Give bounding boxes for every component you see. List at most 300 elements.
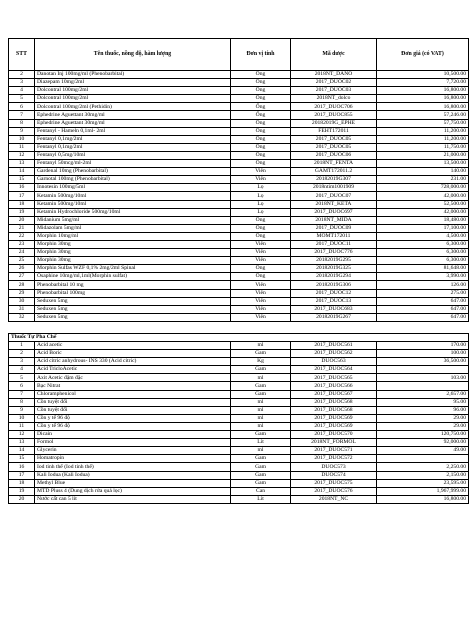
cell-price: 6,300.00 [377, 249, 469, 257]
section-title-row [9, 333, 469, 341]
cell-unit: Viên [231, 289, 291, 297]
cell-stt: 20 [9, 495, 35, 503]
cell-price: 7,720.00 [377, 79, 469, 87]
table-row [9, 160, 469, 168]
cell-price: 18,480.00 [377, 216, 469, 224]
cell-unit: Gam [231, 463, 291, 471]
header-drug-name: Tên thuốc, nồng độ, hàm lượng [35, 39, 231, 71]
cell-drug-code: 2017_DUOC564 [291, 366, 377, 374]
cell-stt: 18 [9, 200, 35, 208]
cell-price: 275.00 [377, 289, 469, 297]
cell-unit: ml [231, 422, 291, 430]
cell-drug-name: Homatropin [35, 455, 231, 463]
cell-drug-code: 2017_DUOC562 [291, 350, 377, 358]
cell-stt: 8 [9, 119, 35, 127]
cell-drug-name: Osaphine 10mg/ml,1ml(Morphin sulfat) [35, 273, 231, 281]
cell-price: 23,595.00 [377, 479, 469, 487]
cell-stt: 25 [9, 257, 35, 265]
cell-drug-code: 2017_DUOC855 [291, 111, 377, 119]
cell-price: 120,750.00 [377, 431, 469, 439]
cell-drug-code: MOMT172011 [291, 232, 377, 240]
cell-drug-name: Glycerin [35, 447, 231, 455]
table-header-row [9, 39, 469, 71]
table-row [9, 406, 469, 414]
cell-drug-name: Dolcontral 100mg/2ml [35, 95, 231, 103]
cell-unit: Ống [231, 111, 291, 119]
cell-unit: Ống [231, 103, 291, 111]
cell-drug-code: 2017_DUOC12 [291, 289, 377, 297]
table-row [9, 192, 469, 200]
cell-unit: Ống [231, 265, 291, 273]
table-row [9, 463, 469, 471]
cell-stt: 2 [9, 71, 35, 79]
table-row [9, 439, 469, 447]
cell-drug-code: 2017_DUOC776 [291, 249, 377, 257]
cell-price: 647.00 [377, 305, 469, 313]
table-row [9, 135, 469, 143]
table-row [9, 455, 469, 463]
cell-price: 36,500.00 [377, 358, 469, 366]
cell-price: 16,800.00 [377, 87, 469, 95]
cell-price: 57,750.00 [377, 119, 469, 127]
table-row [9, 127, 469, 135]
table-row [9, 240, 469, 248]
cell-unit: Lít [231, 439, 291, 447]
cell-drug-code: DUOC573 [291, 463, 377, 471]
cell-unit: Ống [231, 127, 291, 135]
cell-drug-code: 2017_DUOC05 [291, 135, 377, 143]
cell-unit: Gam [231, 366, 291, 374]
table-row [9, 289, 469, 297]
cell-stt: 15 [9, 455, 35, 463]
header-unit: Đơn vị tính [231, 39, 291, 71]
cell-unit: Ống [231, 224, 291, 232]
header-stt: STT [9, 39, 35, 71]
cell-drug-code: 2017_DUOC697 [291, 208, 377, 216]
cell-drug-name: Seduxen 5mg [35, 305, 231, 313]
cell-stt: 10 [9, 135, 35, 143]
cell-drug-name: Axit Acetic đậm đặc [35, 374, 231, 382]
cell-drug-name: Acid acetic [35, 342, 231, 350]
cell-stt: 19 [9, 487, 35, 495]
cell-drug-name: Bạc Nitrat [35, 382, 231, 390]
cell-drug-code: 2018NT_FORMOL [291, 439, 377, 447]
cell-stt: 30 [9, 297, 35, 305]
group2-rows [9, 342, 469, 504]
cell-unit: Ống [231, 151, 291, 159]
cell-stt: 16 [9, 463, 35, 471]
cell-price: 3,990.00 [377, 273, 469, 281]
cell-unit: Gam [231, 390, 291, 398]
cell-drug-code: FEHT172011 [291, 127, 377, 135]
cell-unit: Lít [231, 495, 291, 503]
table-row [9, 471, 469, 479]
cell-stt: 12 [9, 431, 35, 439]
cell-drug-code: 2017_DUOC05 [291, 143, 377, 151]
table-row [9, 208, 469, 216]
cell-stt: 10 [9, 414, 35, 422]
cell-price [377, 366, 469, 374]
cell-drug-code: 2018NT_KETA [291, 200, 377, 208]
cell-drug-code: 20182019G294 [291, 273, 377, 281]
cell-drug-name: Kali Iodua (Kali Iodua) [35, 471, 231, 479]
cell-price: 42,000.00 [377, 208, 469, 216]
cell-stt: 3 [9, 79, 35, 87]
table-row [9, 398, 469, 406]
cell-drug-code: 2017_DUOC576 [291, 487, 377, 495]
cell-price: 140.00 [377, 168, 469, 176]
cell-drug-name: Acid TricloAcetic [35, 366, 231, 374]
cell-drug-name: Cồn y tế 96 độ [35, 422, 231, 430]
cell-unit: ml [231, 374, 291, 382]
cell-drug-code: 2018NT_MIDA [291, 216, 377, 224]
table-row [9, 232, 469, 240]
cell-unit: ml [231, 447, 291, 455]
cell-drug-code: 2017_DUOC569 [291, 422, 377, 430]
cell-drug-code: 2017_DUOC561 [291, 342, 377, 350]
cell-stt: 13 [9, 160, 35, 168]
cell-price [377, 382, 469, 390]
cell-drug-name: Cồn tuyệt đối [35, 406, 231, 414]
cell-stt: 15 [9, 176, 35, 184]
cell-stt: 4 [9, 366, 35, 374]
cell-unit: Ống [231, 71, 291, 79]
drug-price-sheet [8, 38, 468, 504]
cell-price [377, 455, 469, 463]
cell-unit: Can [231, 487, 291, 495]
table-row [9, 305, 469, 313]
table-row [9, 366, 469, 374]
cell-unit: Ống [231, 232, 291, 240]
gap-cell [9, 321, 469, 333]
table-row [9, 143, 469, 151]
cell-drug-code: 2018NT_FENTA [291, 160, 377, 168]
cell-price: 2,250.00 [377, 463, 469, 471]
cell-unit: Gam [231, 479, 291, 487]
cell-price: 92,000.00 [377, 439, 469, 447]
cell-price: 647.00 [377, 297, 469, 305]
cell-price: 29.00 [377, 414, 469, 422]
table-row [9, 358, 469, 366]
cell-price: 11,200.00 [377, 135, 469, 143]
cell-price: 100.00 [377, 350, 469, 358]
table-row [9, 479, 469, 487]
cell-drug-name: Seduxen 5mg [35, 297, 231, 305]
cell-unit: Ống [231, 273, 291, 281]
table-row [9, 151, 469, 159]
cell-drug-name: Morphin 30mg [35, 240, 231, 248]
cell-drug-name: Acid Boric [35, 350, 231, 358]
cell-stt: 14 [9, 447, 35, 455]
cell-drug-name: Ephedrine Aguettant 30mg/ml [35, 119, 231, 127]
cell-drug-name: Fentanyl 0,1mg/2ml [35, 143, 231, 151]
cell-drug-code: 20182019G325 [291, 265, 377, 273]
cell-price: 16,800.00 [377, 495, 469, 503]
table-row [9, 79, 469, 87]
cell-drug-code: 2017_DUOC575 [291, 479, 377, 487]
cell-unit: Ống [231, 95, 291, 103]
header-drug-code: Mã dược [291, 39, 377, 71]
cell-unit: Kg [231, 358, 291, 366]
cell-stt: 4 [9, 87, 35, 95]
cell-drug-code: 2017_DUOC572 [291, 455, 377, 463]
cell-unit: Ống [231, 143, 291, 151]
cell-unit: ml [231, 342, 291, 350]
table-row [9, 95, 469, 103]
cell-drug-code: 2017_DUOC567 [291, 390, 377, 398]
cell-drug-code: 20182019G295 [291, 257, 377, 265]
cell-drug-name: Fentanyl 0,5mg/10ml [35, 151, 231, 159]
cell-price: 13,500.00 [377, 160, 469, 168]
cell-drug-name: Formol [35, 439, 231, 447]
cell-drug-name: Phenobarbital 10 mg [35, 281, 231, 289]
cell-unit: Gam [231, 431, 291, 439]
table-row [9, 374, 469, 382]
cell-price: 17,100.00 [377, 224, 469, 232]
cell-drug-code: 2017_DUOC570 [291, 431, 377, 439]
cell-unit: Ống [231, 160, 291, 168]
cell-drug-code: 2017_DUOC06 [291, 151, 377, 159]
cell-drug-name: Dicain [35, 431, 231, 439]
cell-price: 103.00 [377, 374, 469, 382]
cell-drug-name: Fentanyl - Hameln 0,1ml- 2ml [35, 127, 231, 135]
cell-stt: 27 [9, 273, 35, 281]
cell-drug-code: 2017_DUOC09 [291, 224, 377, 232]
cell-unit: Gam [231, 455, 291, 463]
cell-drug-code: 2017_DUOC568 [291, 398, 377, 406]
cell-drug-name: Acid citric anhydrous- INS 330 (Acid citric) [35, 358, 231, 366]
cell-stt: 17 [9, 192, 35, 200]
cell-unit: Lọ [231, 192, 291, 200]
cell-stt: 16 [9, 184, 35, 192]
cell-unit: Ống [231, 119, 291, 127]
cell-drug-name: Ephedrine Aguettant 30mg/ml [35, 111, 231, 119]
cell-stt: 2 [9, 350, 35, 358]
cell-drug-code: 20182019G307 [291, 176, 377, 184]
cell-stt: 29 [9, 289, 35, 297]
drug-price-table [8, 38, 469, 504]
cell-drug-name: Methyl Blue [35, 479, 231, 487]
cell-drug-code: 2017_DUOC566 [291, 382, 377, 390]
cell-unit: Viên [231, 257, 291, 265]
table-row [9, 71, 469, 79]
cell-stt: 1 [9, 342, 35, 350]
cell-stt: 6 [9, 382, 35, 390]
cell-price: 2,657.00 [377, 390, 469, 398]
cell-stt: 24 [9, 249, 35, 257]
cell-drug-name: Fentanyl 50mcg/ml-2ml [35, 160, 231, 168]
cell-price: 11,200.00 [377, 127, 469, 135]
cell-unit: Lọ [231, 184, 291, 192]
section-gap [9, 321, 469, 333]
table-row [9, 119, 469, 127]
cell-drug-code: 2017_DUOC02 [291, 79, 377, 87]
cell-price: 81,648.00 [377, 265, 469, 273]
cell-stt: 11 [9, 422, 35, 430]
cell-drug-name: Midanium 5mg/ml [35, 216, 231, 224]
cell-price: 231.00 [377, 176, 469, 184]
cell-drug-name: Garnotal 100mg (Phenobarbital) [35, 176, 231, 184]
cell-drug-code: 2018NT_dolco [291, 95, 377, 103]
table-row [9, 414, 469, 422]
table-row [9, 111, 469, 119]
table-row [9, 297, 469, 305]
cell-drug-code: 2018NT_NC [291, 495, 377, 503]
cell-unit: Lọ [231, 208, 291, 216]
table-row [9, 257, 469, 265]
cell-drug-code: 2017_DUOC568 [291, 406, 377, 414]
table-row [9, 422, 469, 430]
table-row [9, 200, 469, 208]
cell-price: 2,150.00 [377, 471, 469, 479]
cell-unit: Ống [231, 216, 291, 224]
table-row [9, 350, 469, 358]
table-row [9, 216, 469, 224]
cell-drug-code: 2017_DUOC03 [291, 87, 377, 95]
cell-unit: Lọ [231, 200, 291, 208]
cell-stt: 12 [9, 151, 35, 159]
cell-stt: 22 [9, 232, 35, 240]
cell-stt: 21 [9, 224, 35, 232]
table-row [9, 390, 469, 398]
cell-unit: Viên [231, 240, 291, 248]
cell-unit: Gam [231, 382, 291, 390]
cell-stt: 5 [9, 374, 35, 382]
cell-unit: Viên [231, 168, 291, 176]
cell-drug-code: 2018ntim1001909 [291, 184, 377, 192]
table-row [9, 168, 469, 176]
cell-drug-name: Dolcontral 100mg/2ml [35, 87, 231, 95]
cell-drug-name: Ketamin 500mg/10ml [35, 192, 231, 200]
cell-drug-name: Cồn y tế 96 độ [35, 414, 231, 422]
cell-drug-code: 2017_DUOC683 [291, 305, 377, 313]
cell-unit: Gam [231, 471, 291, 479]
cell-stt: 8 [9, 398, 35, 406]
header-price: Đơn giá (có VAT) [377, 39, 469, 71]
table-row [9, 176, 469, 184]
cell-price: 21,000.00 [377, 151, 469, 159]
cell-stt: 17 [9, 471, 35, 479]
cell-drug-code: 20182019G_EPHE [291, 119, 377, 127]
cell-unit: Gam [231, 350, 291, 358]
cell-stt: 9 [9, 406, 35, 414]
cell-drug-name: Dolcontral 100mg/2ml (Pethidin) [35, 103, 231, 111]
cell-unit: Viên [231, 176, 291, 184]
cell-stt: 31 [9, 305, 35, 313]
cell-drug-code: 20182019G267 [291, 313, 377, 321]
table-row [9, 342, 469, 350]
table-row [9, 224, 469, 232]
cell-drug-code: 2017_DUOC569 [291, 414, 377, 422]
cell-drug-name: Innotesin 100mg/5ml [35, 184, 231, 192]
table-row [9, 447, 469, 455]
cell-drug-name: Gardenal 10mg (Phenobarbital) [35, 168, 231, 176]
cell-stt: 7 [9, 111, 35, 119]
cell-price: 29.00 [377, 422, 469, 430]
cell-drug-name: Phenobarbital 100mg [35, 289, 231, 297]
cell-drug-code: 2017_DUOC07 [291, 192, 377, 200]
cell-drug-code: DUOC574 [291, 471, 377, 479]
cell-price: 57,246.00 [377, 111, 469, 119]
cell-price: 16,800.00 [377, 95, 469, 103]
cell-drug-name: Cồn tuyệt đối [35, 398, 231, 406]
cell-price: 49.00 [377, 447, 469, 455]
cell-price: 1,967,999.00 [377, 487, 469, 495]
cell-unit: Ống [231, 87, 291, 95]
cell-price: 6,300.00 [377, 257, 469, 265]
cell-unit: ml [231, 406, 291, 414]
cell-price: 170.00 [377, 342, 469, 350]
cell-unit: ml [231, 414, 291, 422]
table-row [9, 495, 469, 503]
cell-stt: 7 [9, 390, 35, 398]
cell-price: 16,800.00 [377, 103, 469, 111]
cell-price: 6,300.00 [377, 240, 469, 248]
table-row [9, 103, 469, 111]
cell-unit: Viên [231, 305, 291, 313]
cell-stt: 3 [9, 358, 35, 366]
table-row [9, 313, 469, 321]
cell-stt: 13 [9, 439, 35, 447]
cell-price: 42,000.00 [377, 192, 469, 200]
cell-drug-name: Morphin Sulfas WZF 0,1% 2mg/2ml Spinal [35, 265, 231, 273]
cell-stt: 5 [9, 95, 35, 103]
table-row [9, 249, 469, 257]
cell-drug-name: Morphin 10mg/ml [35, 232, 231, 240]
table-row [9, 382, 469, 390]
cell-drug-name: Fentanyl 0,1mg/2ml [35, 135, 231, 143]
cell-stt: 32 [9, 313, 35, 321]
cell-unit: Viên [231, 281, 291, 289]
cell-drug-name: MTD Pluss 4 (Dung dịch rửa quả lọc) [35, 487, 231, 495]
cell-drug-name: Nước cất can 5 lít [35, 495, 231, 503]
cell-stt: 11 [9, 143, 35, 151]
cell-stt: 18 [9, 479, 35, 487]
cell-unit: Viên [231, 313, 291, 321]
section-title: Thuốc Tự Pha Chế [9, 333, 469, 341]
cell-stt: 26 [9, 265, 35, 273]
cell-stt: 23 [9, 240, 35, 248]
cell-drug-code: 20182019G306 [291, 281, 377, 289]
table-row [9, 184, 469, 192]
group1-rows [9, 71, 469, 322]
table-row [9, 487, 469, 495]
cell-price: 11,750.00 [377, 143, 469, 151]
cell-drug-name: Chloramphenicol [35, 390, 231, 398]
table-row [9, 273, 469, 281]
cell-price: 647.00 [377, 313, 469, 321]
cell-stt: 14 [9, 168, 35, 176]
cell-unit: Ống [231, 79, 291, 87]
cell-drug-code: GAMT172011.2 [291, 168, 377, 176]
table-row [9, 281, 469, 289]
cell-unit: ml [231, 398, 291, 406]
table-row [9, 87, 469, 95]
cell-drug-code: 2017_DUOC571 [291, 447, 377, 455]
cell-price: 10,500.00 [377, 71, 469, 79]
cell-drug-code: 2017_DUOC565 [291, 374, 377, 382]
cell-price: 95.00 [377, 398, 469, 406]
cell-drug-code: 2017_DUOC13 [291, 297, 377, 305]
cell-price: 4,500.00 [377, 232, 469, 240]
cell-drug-code: 2018NT_DANO [291, 71, 377, 79]
cell-unit: Viên [231, 249, 291, 257]
table-row [9, 265, 469, 273]
cell-unit: Ống [231, 135, 291, 143]
cell-price: 52,500.00 [377, 200, 469, 208]
cell-stt: 20 [9, 216, 35, 224]
cell-drug-code: 2017_DUOC11 [291, 240, 377, 248]
